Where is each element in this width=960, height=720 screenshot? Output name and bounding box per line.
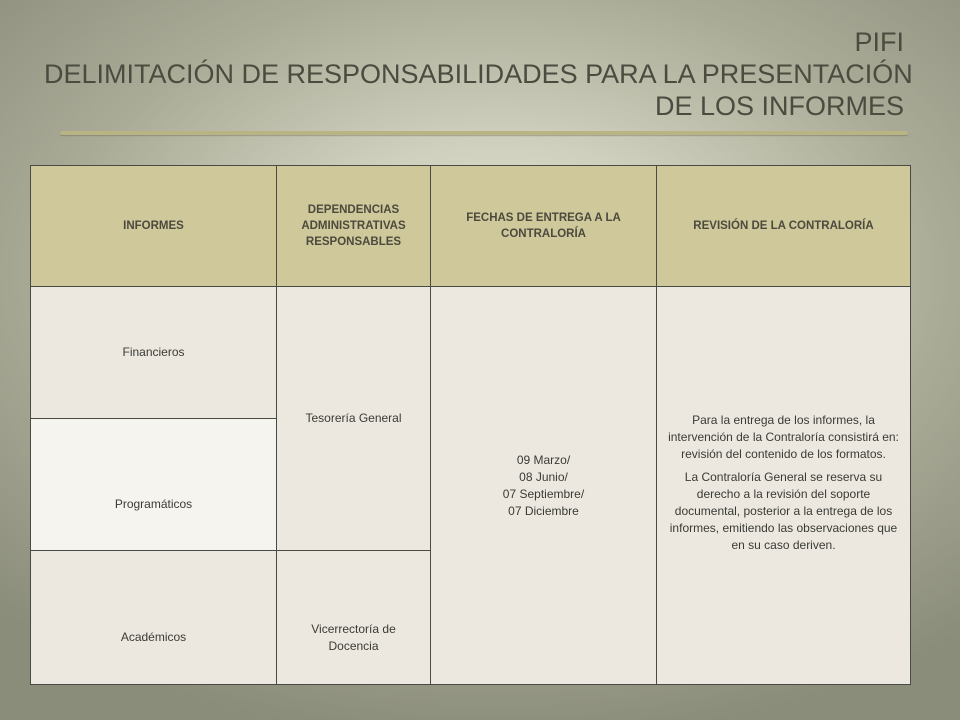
responsibilities-table (30, 165, 911, 685)
header-fechas: FECHAS DE ENTREGA A LA CONTRALORÍA (431, 166, 657, 287)
informe-academicos: Académicos (31, 551, 277, 685)
revision-paragraph-1: Para la entrega de los informes, la intervención de la Contraloría consistirá en: revisión del contenido de los formatos. (668, 412, 899, 461)
fecha-4: 07 Diciembre (508, 503, 579, 518)
fecha-2: 08 Junio/ (519, 469, 568, 484)
dependencia-vicerrectoria: Vicerrectoría de Docencia (277, 551, 431, 685)
header-dependencias: DEPENDENCIAS ADMINISTRATIVAS RESPONSABLES (277, 166, 431, 287)
responsibilities-table-container (30, 165, 910, 684)
table-row (31, 287, 911, 419)
title-line-2: DELIMITACIÓN DE RESPONSABILIDADES PARA LA PRESENTACIÓN (44, 59, 913, 89)
title-underline (60, 131, 908, 135)
revision-paragraph-2: La Contraloría General se reserva su derecho a la revisión del soporte documental, posterior a la entrega de los informes, emitiendo las observaciones que en su caso deriven. (669, 469, 898, 552)
fecha-1: 09 Marzo/ (516, 452, 571, 467)
table-header-row (31, 166, 911, 287)
header-informes: INFORMES (31, 166, 277, 287)
fecha-3: 07 Septiembre/ (502, 486, 585, 501)
title-line-3: DE LOS INFORMES (654, 91, 904, 121)
revision-contraloria (657, 287, 911, 685)
informe-financieros: Financieros (31, 287, 277, 419)
dependencia-tesoreria: Tesorería General (277, 287, 431, 551)
title-line-1: PIFI (854, 27, 904, 57)
header-revision: REVISIÓN DE LA CONTRALORÍA (657, 166, 911, 287)
slide-title (44, 26, 913, 122)
fechas-entrega (431, 287, 657, 685)
informe-programaticos: Programáticos (31, 419, 277, 551)
